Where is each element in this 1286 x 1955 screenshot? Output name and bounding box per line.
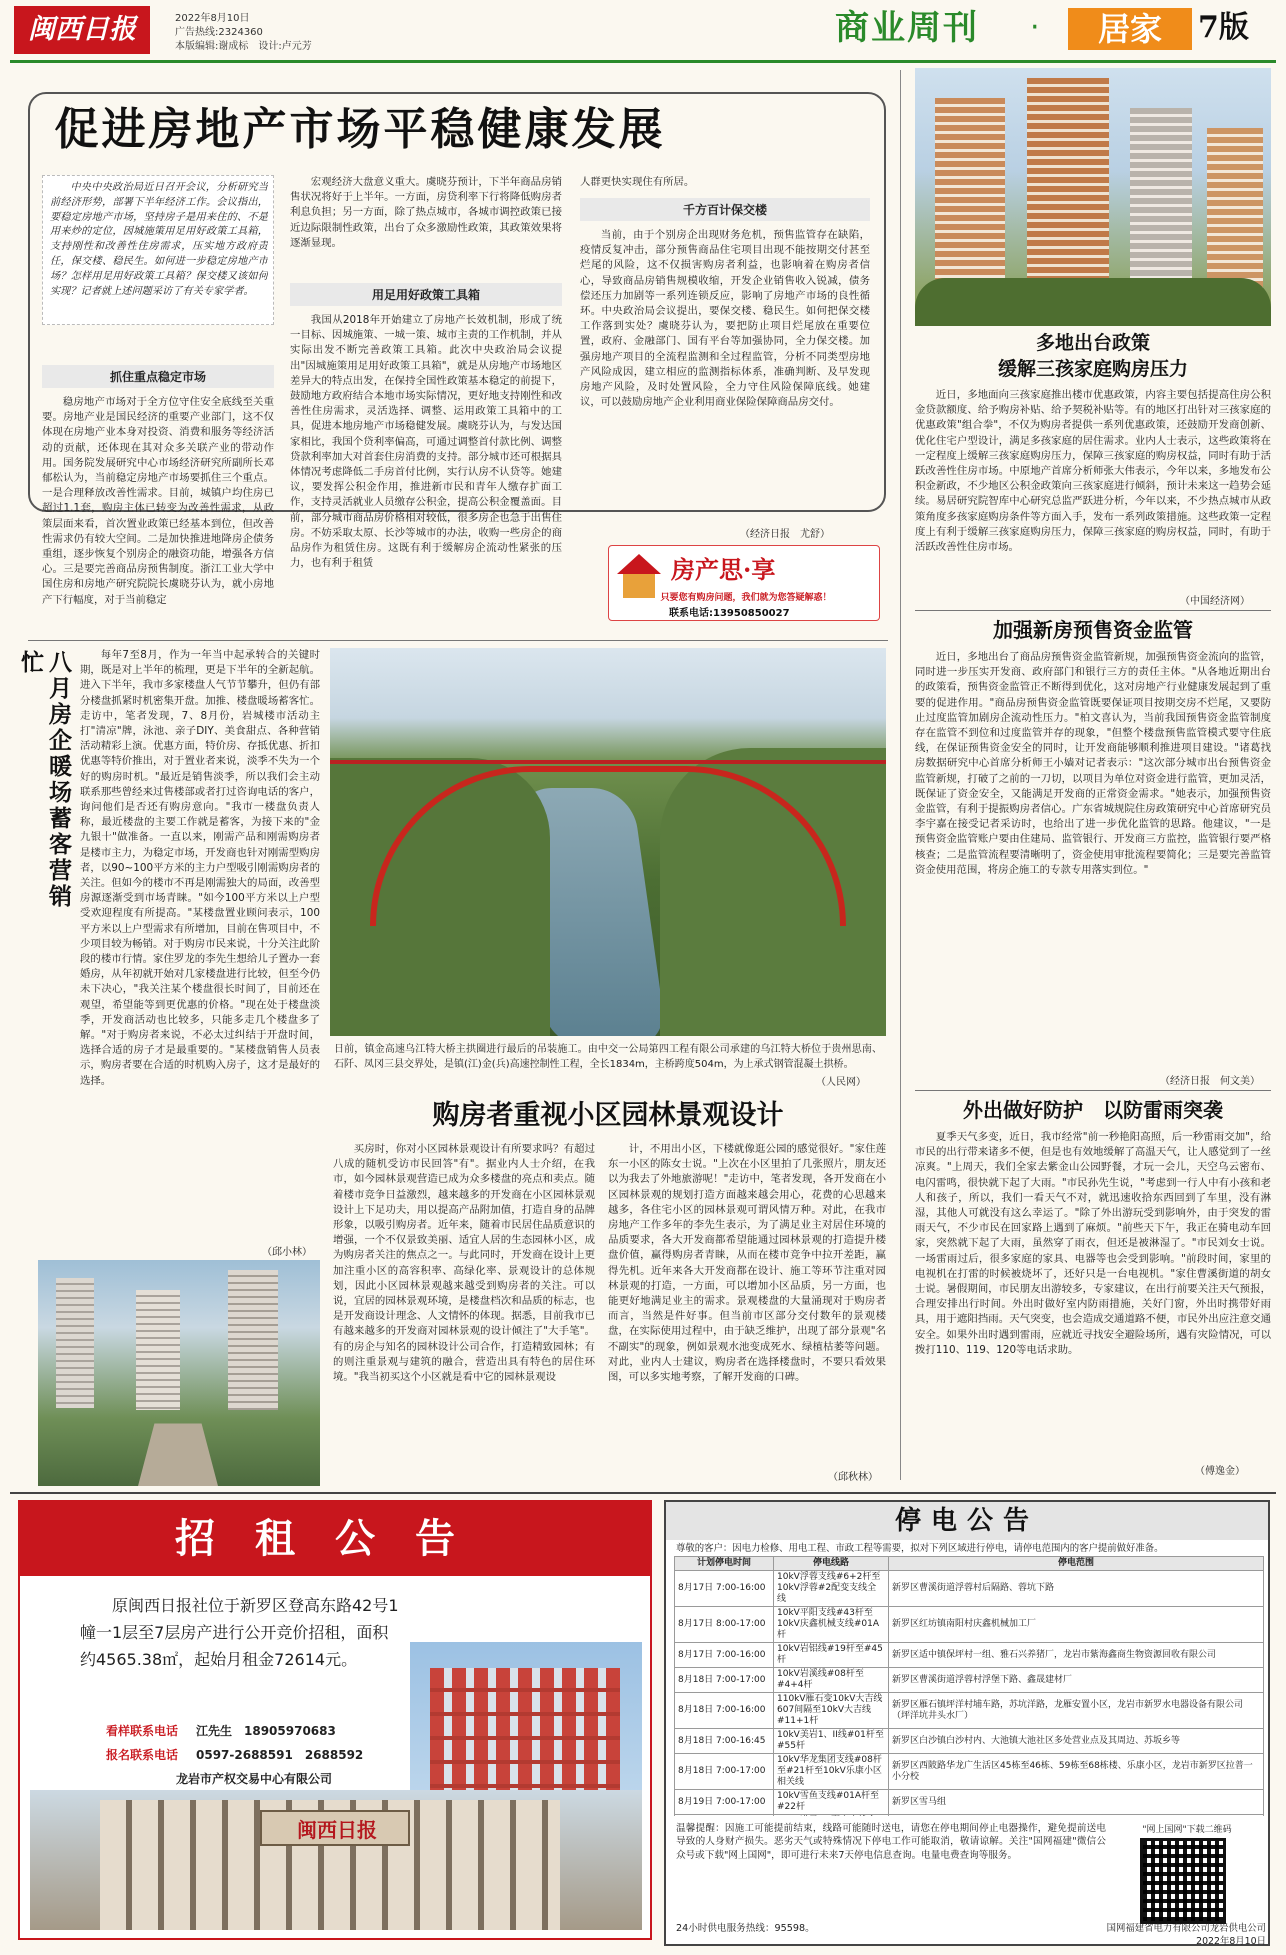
row-line: 10kV岩溪线#08杆至#4+4杆 [774, 1668, 889, 1693]
right-mid-body: 近日，多地出台了商品房预售资金监管新规，加强预售资金流向的监管，同时进一步压实开发商、政府部门和银行三方的责任主体。"从各地近期出台的政策看，预售资金监管正不断得到优化，这对房地产行业健康发展起到了重要的促进作用。"商品房预售资金监管既要保证项目按期交房不烂尾，又要防止过度监管加剧房企流动性压力。"柏文喜认为，当前我国预售资金监管制度存在监管不到位和过度监管并存的现象，"但整个楼盘预售监管模式要守住底线，在保证预售资金安全的同时，让开发商能够顺利推进项目建设。"诸葛找房数据研究中心首席分析师王小嫱对记者表示："这次部分城市出台预售资金监管新规，打破了之前的一刀切，以项目为单位对资金进行监管，更加灵活，既保证了资金安全，又能满足开发商的正常资金需求。"她表示，加强预售资金监管，有利于提振购房者信心。广东省城规院住房政策研究中心首席研究员李宇嘉在接受记者采访时，也给出了进一步优化监管的思路。他建议，"一是预售资金监管账户要由住建局、监管银行、开发商三方监控，监管银行要严格核查；二是监管流程要清晰明了，资金使用审批流程要简化；三是要完善监管资金使用范围，将房企施工的专款专用落实到位。" [915, 651, 1271, 876]
rental-register-phone: 0597-2688591 2688592 [196, 1748, 364, 1762]
rental-register-label: 报名联系电话 [106, 1748, 179, 1762]
lead-intro: 中央中央政治局近日召开会议，分析研究当前经济形势，部署下半年经济工作。会议指出，要稳定房地产市场，坚持房子是用来住的、不是用来炒的定位，因城施策用足用好政策工具箱，支持刚性和改善性住房需求，压实地方政府责任，保交楼、稳民生。如何进一步稳定房地产市场？怎样用足用好政策工具箱？保交楼又该如何实现？记者就上述问题采访了有关专家学者。 [50, 182, 268, 297]
tower-2 [136, 1290, 180, 1410]
section-dot: · [1030, 10, 1040, 45]
divider-h-right1 [915, 610, 1271, 611]
right-mid-title: 加强新房预售资金监管 [993, 618, 1193, 642]
outage-table-wrap [674, 1556, 1264, 1816]
row-line: 110kV雁石变10kV大吉线607间隔至10kV大吉线#11+1杆 [774, 1693, 889, 1729]
right-bottom-body: 夏季天气多变，近日，我市经常"前一秒艳阳高照，后一秒雷雨交加"，给市民的出行带来诸多不便，但是也有效地缓解了高温天气，让人感觉到了一丝凉爽。"上周天，我们全家去紫金山公园野餐，才玩一会儿，天空乌云密布、电闪雷鸣，很快就下起了大雨。"市民孙先生说，"考虑到一行人中有小孩和老人和孩子，所以，我们一看天气不对，就迅速收拾东西回到了车里，没有淋湿，其他人可就没有这么幸运了。"除了外出游玩受到影响外，由于突发的雷雨天气，不少市民在回家路上遇到了麻烦。"前些天下午，我正在骑电动车回家，突然就下起了大雨，虽然穿了雨衣，但还是被淋湿了。"市民刘女士说。一场雷雨过后，很多家庭的家具、电器等也会受到影响。"前段时间，家里的电视机在打雷的时候被烧坏了，还好只是一台电视机。"家住曹溪街道的胡女士说。暑假期间，市民朋友出游较多，专家建议，在出行前要关注天气预报，合理安排出行时间。外出时做好室内防雨措施，关好门窗，外出时携带好雨具，用于遮阳挡雨。天气突变，也会造成交通道路不便，市民外出应注意交通安全。如果外出时遇到雷雨，应就近寻找安全避险场所，遇有灾险情况，可以拨打110、119、120等电话求助。 [915, 1131, 1271, 1356]
outage-table-header [675, 1557, 1264, 1571]
property-banner [608, 545, 880, 621]
outage-intro: 尊敬的客户：因电力检修、用电工程、市政工程等需要，拟对下列区域进行停电，请停电范围内的客户提前做好准备。 [676, 1543, 1164, 1554]
row-time: 8月18日 7:00-16:00 [675, 1693, 774, 1729]
row-line: 10kV雪鱼支线#01A杆至#22杆 [774, 1790, 889, 1815]
masthead-rule [10, 60, 1276, 63]
table-row [675, 1754, 1264, 1790]
table-row [675, 1607, 1264, 1643]
row-line: 10kV平阳支线#43杆至10kV庆鑫机械支线#01A杆 [774, 1607, 889, 1643]
row-area: 新罗区红坊镇南阳村庆鑫机械加工厂 [889, 1607, 1264, 1643]
left-story-body: 每年7至8月，作为一年当中起承转合的关键时期，既是对上半年的梳理，更是下半年的全新起航。进入下半年，我市多家楼盘人气节节攀升，但仍有部分楼盘抓紧时机密集开盘。加推、楼盘暖场蓄客忙。走访中，笔者发现，7、8月份，岩城楼市活动主打"清凉"牌，泳池、亲子DIY、美食甜点、各种营销活动精彩上演。优惠方面，特价房、存抵优惠、折扣优惠等特价推出，对于置业者来说，淡季不失为一个好的购房时机。"最近是销售淡季，所以我们会主动联系那些曾经来过售楼部或者打过咨询电话的客户，询问他们是否还有购房意向。"我市一楼盘负责人称，最近楼盘的主要工作就是蓄客，为接下来的"金九银十"做准备。一直以来，刚需产品和刚需购房者是楼市主力，为稳定市场，开发商也针对刚需型购房者，以90~100平方米的主力户型吸引刚需购房者的关注。但如今的楼市不再是刚需独大的局面，改善型房源逐渐受到市场青睐。"如今100平方米以上户型受欢迎程度有所提高。"某楼盘置业顾问表示，100平方米以上户型需求有所增加，目前在售项目中，不少项目较为畅销。对于购房市民来说，十分关注此阶段的楼市行情。家住罗龙的李先生想给儿子置办一套婚房，从年初就开始对几家楼盘进行比较，但至今仍未下决心，"我关注某个楼盘很长时间了，目前还在观望，希望能等到更优惠的价格。"现在处于楼盘淡季，开发商活动也比较多，只能多走几个楼盘多了解。"对于购房者来说，不必太过纠结于开盘时间，选择合适的房子才是最重要的。"某楼盘销售人员表示，购房者要在合适的时机购入房子，这才是最好的选择。 [80, 649, 320, 1087]
old-building-sign: 闽西日报 [297, 1818, 377, 1842]
outage-hotline: 24小时供电服务热线：95598。 [676, 1923, 815, 1934]
rental-title: 招租公告 [175, 1515, 495, 1562]
left-story-title: 八月房企暖场蓄客营销忙 [17, 650, 72, 910]
rental-viewing-contact: 江先生 18905970683 [196, 1724, 336, 1738]
rental-viewing-label: 看样联系电话 [106, 1724, 179, 1738]
lead-col3-top: 人群更快实现住有所居。 [580, 176, 695, 188]
row-time: 8月17日 7:00-16:00 [675, 1643, 774, 1668]
row-time: 8月17日 8:00-17:00 [675, 1607, 774, 1643]
trees [915, 278, 1271, 326]
header-time: 计划停电时间 [675, 1557, 774, 1571]
row-area: 新罗区雪马组 [889, 1790, 1264, 1815]
table-row [675, 1815, 1264, 1817]
divider-h-main [28, 640, 888, 641]
table-row [675, 1729, 1264, 1754]
qr-label: "网上国网"下载二维码 [1142, 1825, 1232, 1835]
row-line: 10kV岩铝线#19杆至#45杆 [774, 1643, 889, 1668]
row-area: 新罗区曹溪街道浮蓉村浮堡下路、鑫晟建材厂 [889, 1668, 1264, 1693]
right-top-signature: （中国经济网） [1180, 596, 1250, 607]
table-row [675, 1790, 1264, 1815]
outage-date: 2022年8月10日 [1196, 1936, 1266, 1947]
tower-3 [228, 1270, 278, 1410]
divider-h-right2 [915, 1090, 1271, 1091]
row-time: 8月17日 7:00-16:00 [675, 1571, 774, 1607]
ad-hotline: 广告热线:2324360 [175, 27, 263, 38]
lead-article-title: 促进房地产市场平稳健康发展 [54, 104, 666, 155]
lead-col2: 我国从2018年开始建立了房地产长效机制，形成了统一目标、因城施策、一城一策、城市主责的工作机制，并从实际出发不断完善政策工具箱。此次中央政治局会议提出"因城施策用足用好政策工具箱"，就是从房地产市场地区差异大的特点出发，在保持全国性政策基本稳定的前提下，鼓励地方政府结合本地市场实际情况，更好地支持刚性和改善性住房需求，灵活选择、调整、运用政策工具箱中的工具，促进本地房地产市场稳健发展。虞晓芬认为，与发达国家相比，我国个贷利率偏高，可通过调整首付款比例、调整贷款利率加大对首套住房消费的支持。部分城市还可根据具体情况考虑降低二手房首付比例，实行认房不认贷等。她建议，要发挥公积金作用，推进新市民和青年人缴存扩面工作，支持灵活就业人员缴存公积金，提高公积金覆盖面。目前，部分城市商品房价格相对较低，很多房企也急于出售住房。不妨采取太原、长沙等城市的办法，收购一些房企的商品房作为租赁住房。这既有利于缓解房企流动性紧张的压力，也有利于租赁 [290, 314, 562, 570]
row-time: 8月18日 7:00-16:45 [675, 1729, 774, 1754]
row-area: 新罗区适中镇保坪村一组、雅石兴养猪厂，龙岩市紫海鑫商生物资源回收有限公司 [889, 1643, 1264, 1668]
bottom-rule [10, 1492, 1276, 1494]
table-row [675, 1571, 1264, 1607]
row-line [774, 1815, 889, 1817]
right-top-title-1: 多地出台政策 [1035, 332, 1150, 354]
lead-col1: 稳房地产市场对于全方位守住安全底线至关重要。房地产业是国民经济的重要产业部门，这不仅体现在房地产业本身对投资、消费和服务等经济活动的贡献，还体现在其对众多关联产业的带动作用。国务院发展研究中心市场经济研究所副所长邓郁松认为，当前稳定房地产市场要抓住三个重点。一是合理释放改善性需求。目前，城镇户均住房已超过1.1套，购房主体已转变为改善性需求，从政策层面来看，首次置业政策已经基本到位，但改善性需求仍有较大空间。二是加快推进地降房企债务重组，逐步恢复个别房企的融资功能，增强各方信心。三是要完善商品房预售制度。浙江工业大学中国住房和房地产研究院院长虞晓芬认为，就小房地产下行幅度，对于当前稳定 [42, 396, 274, 606]
lead-col2-top: 宏观经济大盘意义重大。虞晓芬预计，下半年商品房销售状况将好于上半年。一方面，房贷利率下行将降低购房者利息负担；另一方面，除了热点城市，各城市调控政策已接近边际限制性政策，出台了众多激励性政策，其政策效果将逐渐显现。 [290, 176, 562, 249]
bridge-photo [330, 648, 886, 1036]
row-area: 新罗区雁石镇坪洋村埔车路，苏坑洋路，龙雁安置小区，龙岩市新罗水电器设备有限公司（坪洋坑井头水厂） [889, 1693, 1264, 1729]
divider-v1 [900, 70, 901, 1480]
row-time [675, 1815, 774, 1817]
garden-article-title: 购房者重视小区园林景观设计 [432, 1100, 784, 1131]
newspaper-logo-text: 闽西日报 [28, 14, 136, 45]
row-time: 8月18日 7:00-17:00 [675, 1668, 774, 1693]
outage-issuer: 国网福建省电力有限公司龙岩供电公司 [1106, 1923, 1266, 1934]
bridge-deck [330, 760, 886, 764]
row-line: 10kV美岩1、II线#01杆至#55杆 [774, 1729, 889, 1754]
row-time: 8月19日 7:00-17:00 [675, 1790, 774, 1815]
section-title: 商业周刊 [835, 8, 979, 48]
right-top-title-2: 缓解三孩家庭购房压力 [997, 358, 1188, 380]
row-area: 新罗区白沙镇白沙村内、大池镇大池社区多处营业点及其周边、苏坂乡等 [889, 1729, 1264, 1754]
rental-issuer: 龙岩市产权交易中心有限公司 [176, 1772, 333, 1786]
right-mid-signature: （经济日报 何文美） [1160, 1076, 1260, 1087]
lead-subhead-3: 千方百计保交楼 [580, 198, 870, 221]
editors-line: 本版编辑:谢成标 设计:卢元芳 [175, 41, 312, 52]
left-story-signature: （邱小林） [262, 1247, 312, 1258]
outage-reminder: 温馨提醒：因施工可能提前结束，线路可能随时送电，请您在停电期间停止电器操作，避免提前送电导致的人身财产损失。恶劣天气或特殊情况下停电工作可能取消，敬请谅解。关注"国网福建"微信公众号或下载"网上国网"，即可进行未来7天停电信息查询。电量电费查询等服务。 [676, 1823, 1106, 1861]
row-area: 新罗区西陂路华龙广生活区45栋至46栋、59栋至68栋楼、乐康小区，龙岩市新罗区拉普一小分校 [889, 1754, 1264, 1790]
lead-col3: 当前，由于个别房企出现财务危机，预售监管存在缺陷，疫情反复冲击，部分预售商品住宅项目出现不能按期交付甚至烂尾的风险，这不仅损害购房者利益，也影响着在购房者信心，导致商品房销售规模收缩，开发企业销售收入锐减，债务偿还压力加剧等一系列连锁反应，影响了房地产市场的良性循环。中央政治局会议提出，要保交楼、稳民生。如何把保交楼工作落到实处？虞晓芬认为，要把防止项目烂尾放在重要位置，政府、金融部门、国有平台等加强协同，全力保交楼。加强房地产项目的全流程监测和全过程监管，分析不同类型房地产风险成因，建立相应的监测指标体系，准确判断、及早发现房地产风险，及时处置风险，全力守住风险保障底线。她建议，可以鼓励房地产企业利用商业保险保障商品房交付。 [580, 229, 870, 409]
house-icon [617, 554, 661, 574]
banner-slogan: 只要您有购房问题，我们就为您答疑解惑！ [660, 593, 832, 603]
issue-date: 2022年8月10日 [175, 13, 250, 24]
garden-col1: 买房时，你对小区园林景观设计有所要求吗？有超过八成的随机受访市民回答"有"。据业内人士介绍，在我市，如今园林景观营造已成为众多楼盘的亮点和卖点。随着楼市竞争日益激烈，越来越多的开发商在小区园林景观设计上下足功夫，用以提高产品附加值，打造自身的品牌形象，以吸引购房者。近年来，随着市民居住品质意识的增强，一个不仅景致美丽、适宜人居的生态园林小区，成为购房者关注的焦点之一。与此同时，开发商在设计上更加注重小区的高容积率、高绿化率、景观设计的总体规划，因此小区园林景观越来越受到购房者的关注。可以说，宜居的园林景观环境，是楼盘档次和品质的标志，也是开发商设计理念、人文情怀的体现。据悉，目前我市已有越来越多的开发商对园林景观的设计倾注了"大手笔"。有的房企与知名的园林设计公司合作，打造精致园林；有的则注重景观与建筑的融合，营造出具有特色的居住环境。"我当初买这个小区就是看中它的园林景观设 [333, 1143, 595, 1384]
rental-body: 原闽西日报社位于新罗区登高东路42号1幢一1层至7层房产进行公开竞价招租，面积约4565.38㎡，起始月租金72614元。 [80, 1596, 399, 1669]
table-row [675, 1693, 1264, 1729]
row-area [889, 1815, 1264, 1817]
header-line: 停电线路 [774, 1557, 889, 1571]
lead-subhead-1: 抓住重点稳定市场 [42, 365, 274, 388]
garden-signature: （邱秋林） [828, 1472, 878, 1483]
qr-code-icon [1140, 1838, 1226, 1924]
page-number: 7版 [1198, 10, 1249, 45]
photo-credit: （人民网） [816, 1077, 866, 1088]
outage-table [674, 1556, 1264, 1816]
banner-title: 房产思·享 [671, 555, 776, 584]
right-top-body: 近日，多地面向三孩家庭推出楼市优惠政策，内容主要包括提高住房公积金贷款额度、给予购房补贴、给予契税补贴等。有的地区打出针对三孩家庭的优惠政策"组合拳"，不仅为购房者提供一系列优惠政策，还鼓励开发商创新、优化住宅户型设计，满足多孩家庭的居住需求。业内人士表示，这些政策将在一定程度上缓解三孩家庭购房压力，保障三孩家庭的购房权益，同时有助于活跃改善性住房市场。中原地产首席分析师张大伟表示，今年以来，多地发布公积金新政，不少地区公积金政策向三孩家庭进行倾斜，预计未来这一趋势会延续。易居研究院智库中心研究总监严跃进分析，今年以来，不少热点城市从政策角度多孩家庭购房条件等方面入手，发布一系列政策措施。这些政策一定程度上有利于缓解三孩家庭购房压力，保障三孩家庭的购房权益，同时，有助于活跃改善性住房市场。 [915, 389, 1271, 554]
row-line: 10kV华龙集团支线#08杆至#21杆至10kV乐康小区相关线 [774, 1754, 889, 1790]
garden-path [137, 1424, 219, 1486]
tower-1 [56, 1278, 94, 1408]
table-row [675, 1668, 1264, 1693]
row-line: 10kV浮蓉支线#6+2杆至10kV浮蓉#2配变支线全线 [774, 1571, 889, 1607]
garden-col2: 计，不用出小区，下楼就像逛公园的感觉很好。"家住莲东一小区的陈女士说。"上次在小区里拍了几张照片，朋友还以为我去了外地旅游呢！"走访中，笔者发现，各开发商在小区园林景观的规划打造方面越来越会用心，花费的心思越来越多，各住宅小区的园林景观可谓风情万种。对此，在我市房地产工作多年的李先生表示，为了满足业主对居住环境的品质要求，各大开发商都希望能通过园林景观的打造提升楼盘价值，赢得购房者青睐，从而在楼市竞争中拉开差距，赢得先机。近年来各大开发商都在设计、施工等环节注重对园林景观的打造，一方面，可以增加小区品质，另一方面，也能更好地满足业主的需求。景观楼盘的大量涌现对于购房者而言，当然是件好事。但当前市区部分交付数年的景观楼盘，在实际使用过程中，由于缺乏维护，出现了部分景观"名不副实"的现象，例如景观水池变成死水、绿植枯萎等问题。对此，业内人士建议，购房者在选择楼盘时，不要只看效果图，可以多实地考察，了解开发商的口碑。 [608, 1143, 886, 1384]
old-building-photo [30, 1790, 642, 1930]
apartments-photo [915, 68, 1271, 326]
table-row [675, 1643, 1264, 1668]
banner-contact: 联系电话:13950850027 [669, 608, 790, 619]
lead-signature: （经济日报 尤舒） [740, 529, 830, 540]
subsection-title: 居家 [1097, 10, 1162, 48]
right-bottom-title: 外出做好防护 以防雷雨突袭 [963, 1098, 1223, 1122]
outage-title: 停电公告 [894, 1506, 1039, 1536]
row-time: 8月18日 7:00-17:00 [675, 1754, 774, 1790]
photo-caption: 日前，镇金高速乌江特大桥主拱圈进行最后的吊装施工。由中交一公局第四工程有限公司承建的乌江特大桥位于贵州思南、石阡、凤冈三县交界处，是镇(江)金(兵)高速控制性工程，全长1834m，主桥跨度504m，为上承式钢管混凝土拱桥。 [334, 1044, 882, 1070]
masthead [0, 0, 1286, 60]
header-area: 停电范围 [889, 1557, 1264, 1571]
lead-subhead-2: 用足用好政策工具箱 [290, 283, 562, 306]
row-area: 新罗区曹溪街道浮蓉村后隔路、蓉坑下路 [889, 1571, 1264, 1607]
community-photo [38, 1260, 320, 1486]
right-bottom-signature: （傅逸金） [1195, 1466, 1245, 1477]
